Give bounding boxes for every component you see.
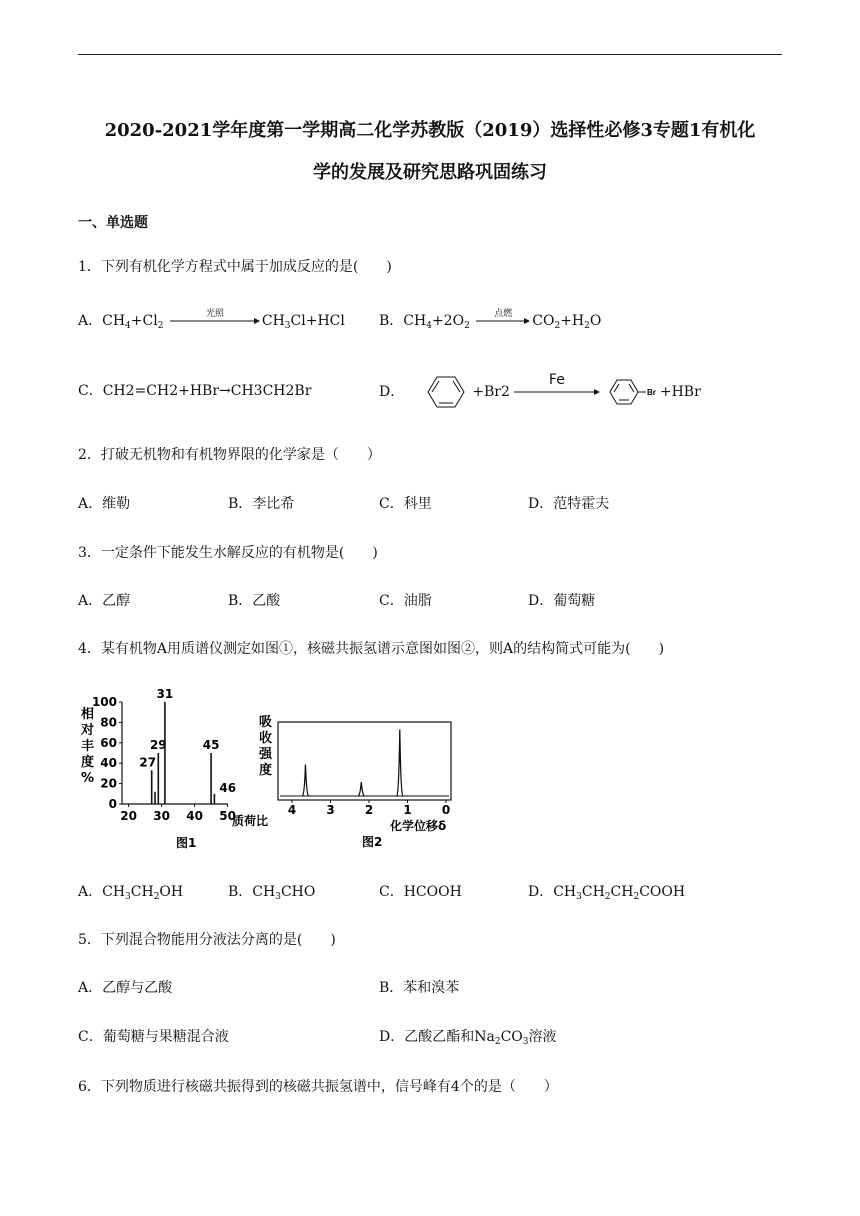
fig2-peak bbox=[397, 730, 403, 797]
fig2-ylabel-char: 强 bbox=[259, 747, 273, 762]
fig1-ylabel-char: 相 bbox=[81, 707, 95, 722]
fig2-xtick-label: 0 bbox=[441, 803, 451, 817]
q2-option-a[interactable]: A．维勒 bbox=[78, 496, 131, 512]
section-heading: 一、单选题 bbox=[78, 215, 148, 231]
fig1-peak-label: 46 bbox=[219, 780, 237, 795]
q2-option-d[interactable]: D．范特霍夫 bbox=[528, 496, 610, 512]
nmr-spectrum-figure bbox=[256, 712, 476, 862]
arrow-condition: 点燃 bbox=[494, 309, 513, 319]
q4-option-c[interactable]: C．HCOOH bbox=[379, 884, 462, 900]
arrow-condition: Fe bbox=[548, 372, 565, 388]
fig1-ytick-label: 0 bbox=[108, 797, 117, 811]
fig2-xtick-label: 2 bbox=[364, 803, 374, 817]
fig2-ylabel-char: 度 bbox=[259, 763, 273, 778]
fig2-xtick-label: 1 bbox=[403, 803, 412, 817]
mass-spectrum-figure bbox=[78, 687, 269, 860]
fig2-ylabel bbox=[258, 715, 273, 778]
fig1-ytick-label: 60 bbox=[100, 735, 117, 750]
fig1-ylabel-char: % bbox=[81, 771, 95, 786]
bromobenzene-icon bbox=[606, 374, 660, 410]
fig1-xtick-label: 20 bbox=[120, 809, 137, 823]
q5-option-a[interactable]: A．乙醇与乙酸 bbox=[78, 980, 173, 996]
fig1-ylabel-char: 丰 bbox=[81, 739, 95, 754]
question-4-stem: 4．某有机物A用质谱仪测定如图①，核磁共振氢谱示意图如图②，则A的结构简式可能为( ) bbox=[78, 641, 665, 657]
fig1-ytick-label: 20 bbox=[100, 776, 117, 791]
fig1-ytick-label: 40 bbox=[100, 756, 117, 771]
q1-option-c[interactable]: C．CH2=CH2+HBr→CH3CH2Br bbox=[78, 383, 312, 399]
q5-option-b[interactable]: B．苯和溴苯 bbox=[379, 980, 460, 996]
reaction-arrow bbox=[170, 309, 260, 325]
fig1-peak-label: 27 bbox=[139, 755, 157, 770]
reaction-arrow bbox=[476, 309, 530, 325]
svg-text:Br: Br bbox=[646, 388, 656, 397]
q3-option-d[interactable]: D．葡萄糖 bbox=[528, 593, 596, 609]
fig1-caption: 图1 bbox=[176, 836, 197, 850]
fig2-ylabel-char: 收 bbox=[259, 731, 273, 746]
fig1-peak-label: 29 bbox=[149, 738, 167, 752]
title-line-1: 2020-2021学年度第一学期高二化学苏教版（2019）选择性必修3专题1有机化 bbox=[104, 120, 756, 141]
fig2-peak bbox=[358, 782, 364, 796]
q3-option-a[interactable]: A．乙醇 bbox=[78, 593, 131, 609]
q4-option-a[interactable]: A．$CH_3CH_2OH$ bbox=[78, 884, 184, 902]
fig2-xlabel: 化学位移δ bbox=[390, 819, 447, 833]
fig2-xtick-label: 3 bbox=[326, 803, 335, 817]
fig2-xtick-label: 4 bbox=[287, 803, 297, 817]
arrow-condition: 光照 bbox=[205, 309, 224, 319]
fig1-ylabel bbox=[80, 706, 94, 786]
question-3-stem: 3．一定条件下能发生水解反应的有机物是( ) bbox=[78, 545, 378, 561]
q1-option-a[interactable]: A．$CH_4+Cl_2$ 光照 $CH_3Cl+HCl$ bbox=[78, 311, 345, 336]
fig1-ylabel-char: 对 bbox=[81, 723, 95, 738]
fig1-xtick-label: 40 bbox=[186, 809, 203, 823]
fig1-ytick-label: 80 bbox=[100, 715, 117, 730]
header-rule bbox=[78, 54, 782, 55]
question-6-stem: 6．下列物质进行核磁共振得到的核磁共振氢谱中，信号峰有4个的是（ ） bbox=[78, 1079, 558, 1095]
fig1-xtick-label: 50 bbox=[219, 809, 236, 823]
q4-option-b[interactable]: B．$CH_3CHO$ bbox=[228, 884, 316, 902]
q2-option-b[interactable]: B．李比希 bbox=[228, 496, 295, 512]
fig1-peak-label: 31 bbox=[156, 687, 174, 701]
q3-option-b[interactable]: B．乙酸 bbox=[228, 593, 281, 609]
fig1-peak-label: 45 bbox=[202, 738, 220, 752]
fig2-ylabel-char: 吸 bbox=[259, 715, 273, 730]
fig1-ylabel-char: 度 bbox=[81, 755, 95, 770]
q2-option-c[interactable]: C．科里 bbox=[379, 496, 432, 512]
fig1-ytick-label: 100 bbox=[91, 695, 117, 709]
title-line-2: 学的发展及研究思路巩固练习 bbox=[313, 162, 547, 183]
question-2-stem: 2．打破无机物和有机物界限的化学家是（ ） bbox=[78, 447, 381, 463]
q4-option-d[interactable]: D．$CH_3CH_2CH_2COOH$ bbox=[528, 884, 686, 902]
q1-option-b[interactable]: B．$CH_4+2O_2$ 点燃 $CO_2+H_2O$ bbox=[379, 311, 601, 336]
question-1-stem: 1．下列有机化学方程式中属于加成反应的是( ) bbox=[78, 259, 392, 275]
q5-option-d[interactable]: D．乙酸乙酯和$Na_2CO_3$溶液 bbox=[379, 1029, 557, 1047]
question-5-stem: 5．下列混合物能用分液法分离的是( ) bbox=[78, 932, 336, 948]
q1-option-d[interactable]: D． +Br2 Fe Br +HBr bbox=[379, 374, 701, 410]
fig2-peak bbox=[302, 765, 308, 797]
fig1-xlabel: 质荷比 bbox=[232, 814, 269, 828]
reaction-arrow bbox=[514, 372, 600, 396]
q5-option-c[interactable]: C．葡萄糖与果糖混合液 bbox=[78, 1029, 229, 1045]
fig1-xtick-label: 30 bbox=[153, 809, 170, 823]
fig2-caption: 图2 bbox=[362, 835, 383, 849]
q3-option-c[interactable]: C．油脂 bbox=[379, 593, 432, 609]
benzene-ring-icon bbox=[418, 374, 472, 410]
